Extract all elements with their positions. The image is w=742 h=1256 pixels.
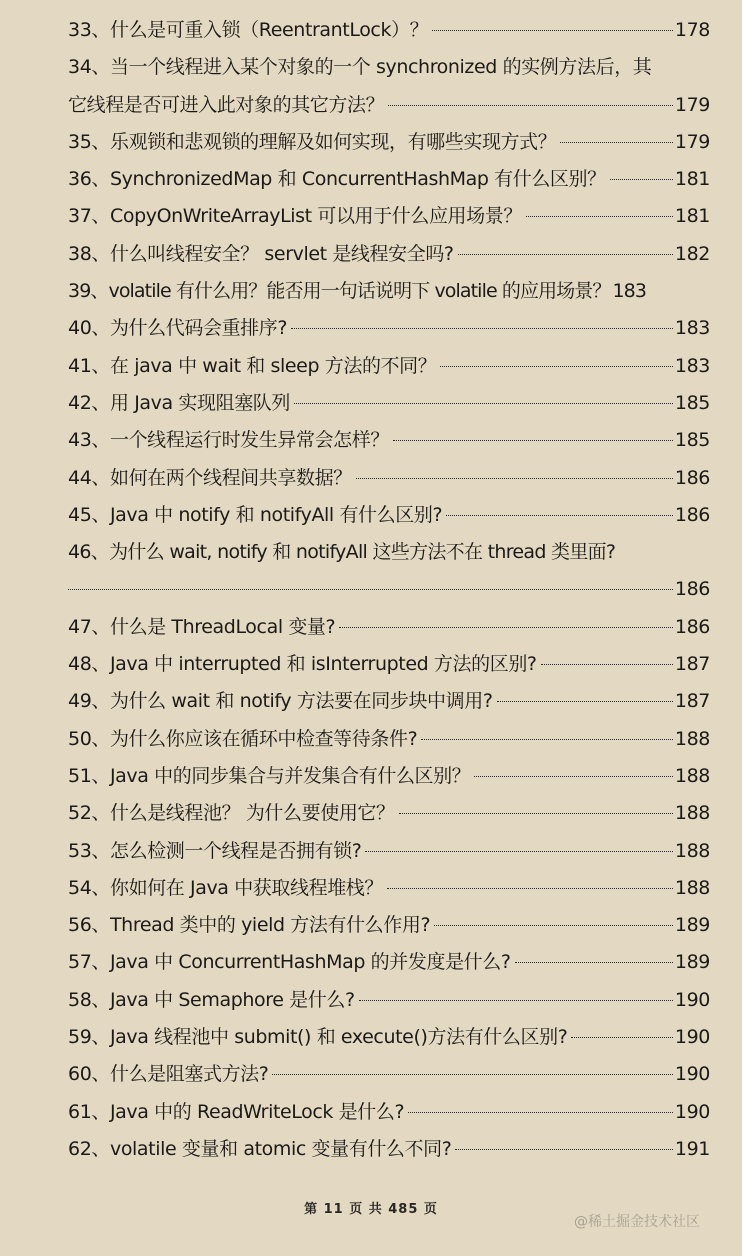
toc-entry-title: 43、一个线程运行时发生异常会怎样？ — [68, 429, 389, 452]
toc-entry-title: 34、当一个线程进入某个对象的一个 synchronized 的实例方法后，其 — [68, 56, 652, 79]
toc-entry-title: 54、你如何在 Java 中获取线程堆栈？ — [68, 876, 383, 899]
dot-leader — [526, 216, 673, 217]
toc-entry-50[interactable] — [68, 721, 710, 758]
toc-entry-51[interactable] — [68, 758, 710, 795]
toc-entry-page: 190 — [674, 1100, 710, 1123]
toc-entry-41[interactable] — [68, 348, 710, 385]
toc-entry-page: 181 — [674, 168, 710, 191]
toc-entry-59[interactable] — [68, 1019, 710, 1056]
toc-entry-page: 183 — [612, 280, 647, 303]
toc-entry-39[interactable] — [68, 273, 710, 310]
toc-entry-page: 185 — [674, 391, 710, 414]
toc-entry-page: 188 — [674, 727, 710, 750]
toc-entry-title: 38、什么叫线程安全？ servlet 是线程安全吗? — [68, 242, 454, 265]
toc-entry-53[interactable] — [68, 833, 710, 870]
dot-leader — [408, 1112, 673, 1113]
toc-entry-page: 179 — [674, 130, 710, 153]
dot-leader — [432, 30, 673, 31]
dot-leader — [497, 701, 673, 702]
toc-entry-page: 178 — [674, 19, 710, 41]
toc-entry-page: 183 — [674, 354, 710, 377]
toc-entry-title: 41、在 java 中 wait 和 sleep 方法的不同？ — [68, 354, 437, 377]
toc-entry-page: 190 — [674, 1026, 710, 1049]
dot-leader — [359, 1000, 673, 1001]
toc-entry-57[interactable] — [68, 944, 710, 981]
toc-entry-title: 58、Java 中 Semaphore 是什么? — [68, 988, 355, 1011]
toc-entry-title: 60、什么是阻塞式方法? — [68, 1063, 269, 1086]
toc-entry-page: 187 — [674, 690, 710, 713]
toc-entry-title: 52、什么是线程池？ 为什么要使用它？ — [68, 802, 395, 825]
toc-entry-title: 62、volatile 变量和 atomic 变量有什么不同? — [68, 1137, 452, 1160]
dot-leader — [455, 1149, 673, 1150]
toc-entry-title: 46、为什么 wait, notify 和 notifyAll 这些方法不在 thread 类里面? — [68, 541, 616, 564]
toc-entry-44[interactable] — [68, 460, 710, 497]
toc-entry-title: 它线程是否可进入此对象的其它方法？ — [68, 93, 385, 116]
dot-leader — [387, 888, 673, 889]
toc-entry-title: 33、什么是可重入锁（ReentrantLock）？ — [68, 19, 429, 41]
dot-leader — [610, 179, 673, 180]
dot-leader — [434, 925, 673, 926]
toc-entry-page: 187 — [674, 653, 710, 676]
toc-entry-46-line1[interactable] — [68, 534, 710, 571]
dot-leader — [446, 515, 673, 516]
toc-entry-page: 186 — [674, 615, 710, 638]
toc-entry-37[interactable] — [68, 198, 710, 235]
dot-leader — [291, 328, 673, 329]
dot-leader — [515, 962, 673, 963]
toc-entry-page: 188 — [674, 839, 710, 862]
watermark: @稀土掘金技术社区 — [574, 1214, 700, 1230]
toc-entry-title: 53、怎么检测一个线程是否拥有锁? — [68, 839, 362, 862]
dot-leader — [541, 664, 673, 665]
toc-entry-title: 51、Java 中的同步集合与并发集合有什么区别？ — [68, 764, 471, 787]
toc-entry-title: 40、为什么代码会重排序? — [68, 317, 288, 340]
toc-entry-title: 57、Java 中 ConcurrentHashMap 的并发度是什么? — [68, 951, 511, 974]
dot-leader — [474, 776, 673, 777]
page-number-footer: 第 11 页 共 485 页 — [304, 1202, 438, 1217]
toc-entry-54[interactable] — [68, 870, 710, 907]
toc-entry-page: 179 — [674, 93, 710, 116]
toc-entry-title: 45、Java 中 notify 和 notifyAll 有什么区别? — [68, 503, 443, 526]
toc-entry-page: 191 — [674, 1137, 710, 1160]
toc-entry-56[interactable] — [68, 907, 710, 944]
dot-leader — [339, 627, 673, 628]
dot-leader — [356, 478, 673, 479]
toc-entry-title: 35、乐观锁和悲观锁的理解及如何实现，有哪些实现方式？ — [68, 130, 557, 153]
dot-leader — [458, 254, 673, 255]
toc-entry-60[interactable] — [68, 1056, 710, 1093]
toc-entry-52[interactable] — [68, 795, 710, 832]
toc-entry-49[interactable] — [68, 683, 710, 720]
toc-entry-46-line2[interactable] — [68, 571, 710, 608]
toc-entry-38[interactable] — [68, 236, 710, 273]
dot-leader — [399, 813, 673, 814]
toc-entry-title: 37、CopyOnWriteArrayList 可以用于什么应用场景？ — [68, 205, 522, 228]
toc-entry-page: 188 — [674, 764, 710, 787]
toc-entry-title: 42、用 Java 实现阻塞队列 — [68, 391, 290, 414]
dot-leader — [440, 366, 673, 367]
toc-entry-43[interactable] — [68, 422, 710, 459]
table-of-contents — [68, 12, 710, 1168]
toc-entry-page: 183 — [674, 317, 710, 340]
toc-entry-title: 47、什么是 ThreadLocal 变量? — [68, 615, 336, 638]
toc-entry-title: 49、为什么 wait 和 notify 方法要在同步块中调用? — [68, 690, 493, 713]
toc-entry-40[interactable] — [68, 310, 710, 347]
toc-entry-title: 39、volatile 有什么用？能否用一句话说明下 volatile 的应用场景？ — [68, 280, 611, 303]
toc-entry-34-line1[interactable] — [68, 49, 710, 86]
dot-leader — [421, 739, 673, 740]
toc-entry-title: 61、Java 中的 ReadWriteLock 是什么? — [68, 1100, 405, 1123]
toc-entry-page: 186 — [674, 466, 710, 489]
toc-entry-48[interactable] — [68, 646, 710, 683]
dot-leader — [294, 403, 673, 404]
toc-entry-page: 189 — [674, 951, 710, 974]
dot-leader — [560, 142, 673, 143]
toc-entry-page: 186 — [674, 578, 710, 601]
toc-entry-page: 189 — [674, 914, 710, 937]
toc-entry-title: 50、为什么你应该在循环中检查等待条件? — [68, 727, 418, 750]
toc-entry-page: 181 — [674, 205, 710, 228]
dot-leader — [388, 105, 673, 106]
toc-entry-35[interactable] — [68, 124, 710, 161]
toc-entry-42[interactable] — [68, 385, 710, 422]
toc-entry-title: 59、Java 线程池中 submit() 和 execute()方法有什么区别? — [68, 1026, 568, 1049]
toc-entry-36[interactable] — [68, 161, 710, 198]
toc-entry-page: 188 — [674, 876, 710, 899]
toc-entry-title: 36、SynchronizedMap 和 ConcurrentHashMap 有什么区别？ — [68, 168, 606, 191]
dot-leader — [365, 851, 672, 852]
toc-entry-title: 56、Thread 类中的 yield 方法有什么作用? — [68, 914, 431, 937]
toc-entry-page: 188 — [674, 802, 710, 825]
toc-entry-page: 190 — [674, 1063, 710, 1086]
toc-entry-page: 185 — [674, 429, 710, 452]
toc-entry-33[interactable] — [68, 12, 710, 49]
toc-entry-page: 182 — [674, 242, 710, 265]
toc-entry-page: 186 — [674, 503, 710, 526]
toc-entry-45[interactable] — [68, 497, 710, 534]
toc-entry-61[interactable] — [68, 1094, 710, 1131]
toc-entry-34-line2[interactable] — [68, 87, 710, 124]
dot-leader — [68, 589, 673, 590]
toc-entry-title: 44、如何在两个线程间共享数据？ — [68, 466, 352, 489]
toc-entry-47[interactable] — [68, 609, 710, 646]
toc-entry-title: 48、Java 中 interrupted 和 isInterrupted 方法的区别? — [68, 653, 537, 676]
dot-leader — [272, 1074, 672, 1075]
toc-entry-62[interactable] — [68, 1131, 710, 1168]
toc-entry-page: 190 — [674, 988, 710, 1011]
dot-leader — [393, 440, 673, 441]
dot-leader — [571, 1037, 673, 1038]
toc-entry-58[interactable] — [68, 982, 710, 1019]
